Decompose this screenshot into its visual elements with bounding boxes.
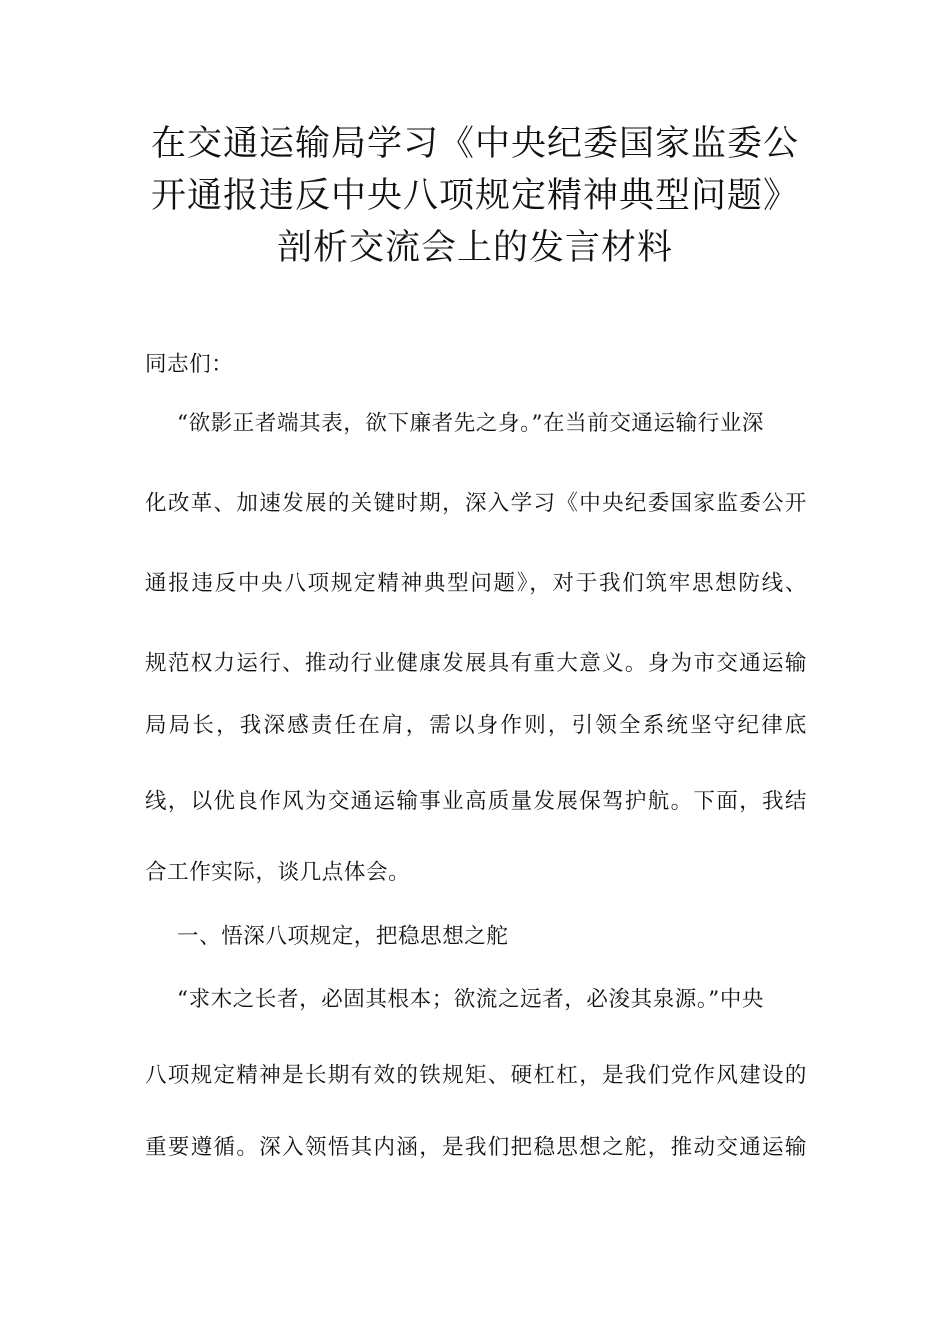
paragraph-1-line-6: 线，以优良作风为交通运输事业高质量发展保驾护航。下面，我结 [145, 789, 807, 814]
paragraph-1-line-7: 合工作实际，谈几点体会。 [145, 860, 411, 885]
paragraph-1-line-1: “欲影正者端其表，欲下廉者先之身。”在当前交通运输行业深 [177, 411, 765, 436]
title-line-1: 在交通运输局学习《中央纪委国家监委公 [150, 124, 799, 164]
paragraph-2-line-1: “求木之长者，必固其根本；欲流之远者，必浚其泉源。”中央 [177, 987, 765, 1012]
paragraph-2-line-3: 重要遵循。深入领悟其内涵，是我们把稳思想之舵，推动交通运输 [145, 1135, 807, 1160]
salutation: 同志们： [145, 352, 234, 377]
title-line-2: 开通报违反中央八项规定精神典型问题》 [150, 176, 799, 216]
paragraph-1-line-2: 化改革、加速发展的关键时期，深入学习《中央纪委国家监委公开 [145, 491, 807, 516]
paragraph-1-line-5: 局局长，我深感责任在肩，需以身作则，引领全系统坚守纪律底 [145, 713, 807, 738]
paragraph-2-line-2: 八项规定精神是长期有效的铁规矩、硬杠杠，是我们党作风建设的 [145, 1063, 807, 1088]
paragraph-1-line-3: 通报违反中央八项规定精神典型问题》，对于我们筑牢思想防线、 [145, 571, 807, 596]
section-1-heading: 一、悟深八项规定，把稳思想之舵 [177, 924, 509, 949]
title-line-3: 剖析交流会上的发言材料 [276, 228, 673, 268]
document-title [140, 118, 810, 274]
paragraph-1-line-4: 规范权力运行、推动行业健康发展具有重大意义。身为市交通运输 [145, 651, 807, 676]
